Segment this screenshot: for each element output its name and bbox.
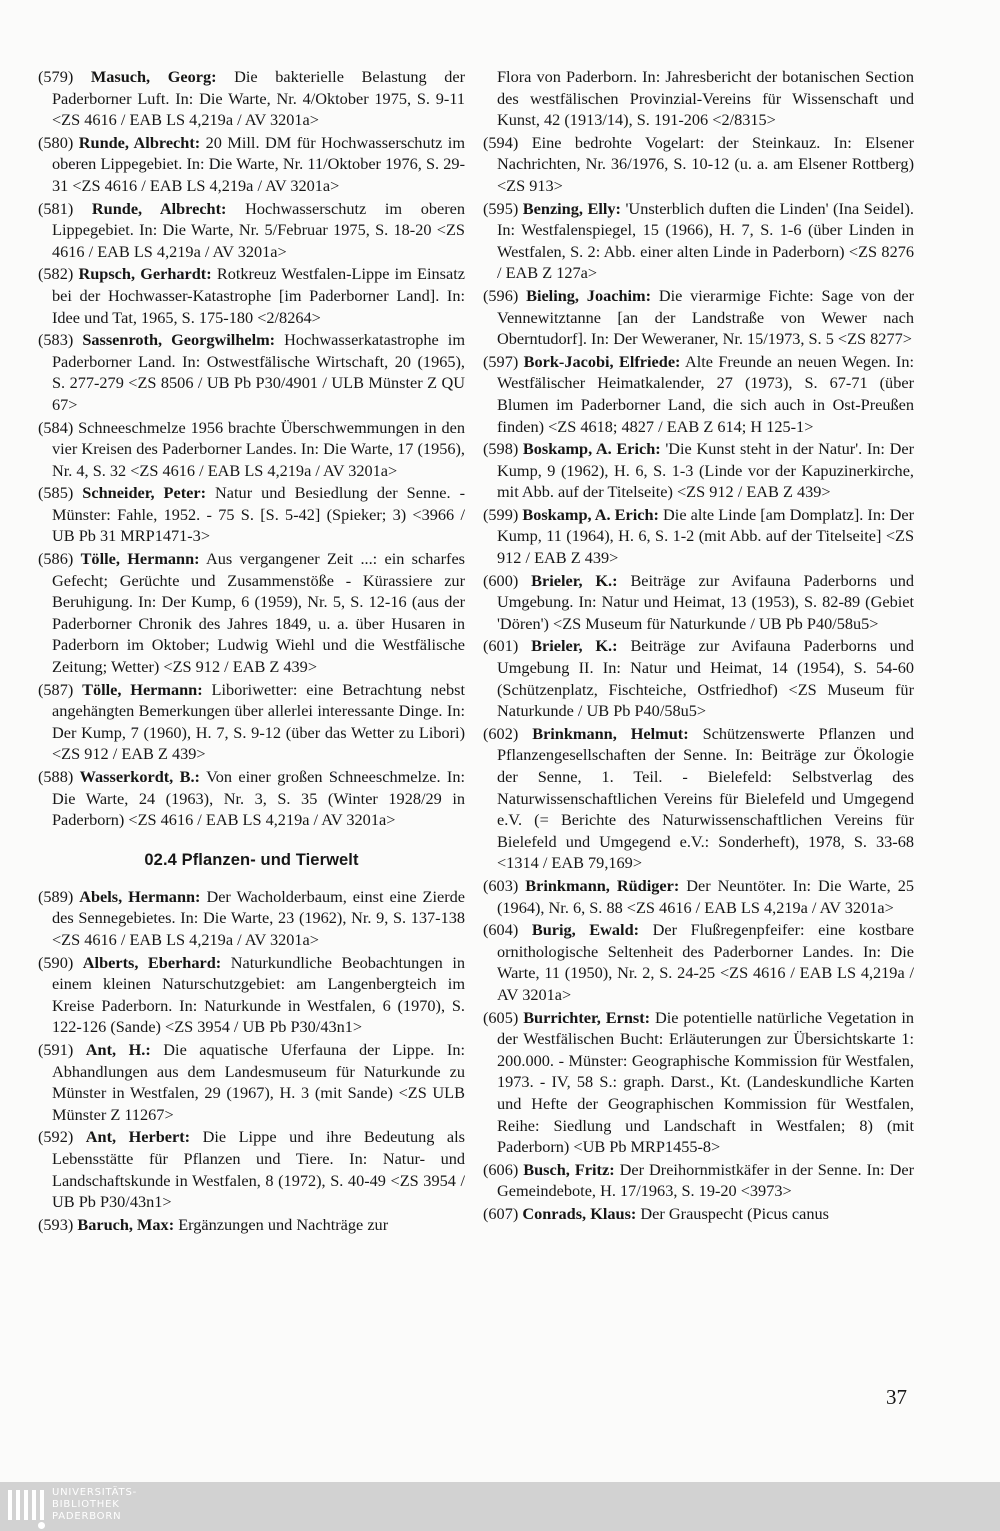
entry-text: Die vierarmige Fichte: Sage von der Vennewitztanne [an der Landstraße von Wewer nach Oberntudorf]. In: Der Weweraner, Nr. 15/1973, S. 5 <ZS 8277> <box>497 285 914 349</box>
entry-number: (579) <box>38 67 74 86</box>
left-entries <box>38 66 465 831</box>
entry-author: Ant, H.: <box>85 1039 151 1059</box>
library-footer <box>0 1482 1000 1531</box>
bibliography-entry <box>38 679 465 765</box>
entry-text: Die aquatische Uferfauna der Lippe. In: Abhandlungen aus dem Landesmuseum für Naturkunde zu Münster in Westfalen, 29 (1967), H. 3 (mit Sande) <ZS ULB Münster Z 11267> <box>52 1039 465 1124</box>
library-name: UNIVERSITÄTS- BIBLIOTHEK PADERBORN <box>52 1487 138 1522</box>
bibliography-entry <box>38 1214 465 1236</box>
entry-text: Alte Freunde an neuen Wegen. In: Westfälischer Heimatkalender, 27 (1973), S. 67-71 (über Blumen im Paderborner Land, die sich auch in Ost-Preußen finden) <ZS 4618; 4827 / EAB Z 614; H 125-1> <box>497 351 914 436</box>
bibliography-entry <box>483 198 914 284</box>
entry-number: (582) <box>38 264 74 284</box>
bibliography-entry <box>38 66 465 131</box>
entry-author: Tölle, Hermann: <box>80 549 200 569</box>
bibliography-entry <box>38 329 465 415</box>
entry-number: (586) <box>38 549 74 569</box>
entry-author: Busch, Fritz: <box>523 1159 615 1179</box>
entry-text: Liboriwetter: eine Betrachtung nebst angehängten Bemerkungen über allerlei interessante Dinge. In: Der Kump, 7 (1960), H. 7, S. 9-12 (über das Wetter zu Libori) <ZS 912 / EAB Z 439> <box>52 679 465 764</box>
bibliography-entry <box>483 1007 914 1158</box>
entry-number: (593) <box>38 1214 74 1234</box>
entry-number: (585) <box>38 483 74 503</box>
bibliography-entry <box>483 570 914 635</box>
entry-number: (596) <box>483 285 519 305</box>
bibliography-entry <box>483 635 914 721</box>
bibliography-entry <box>483 132 914 197</box>
entry-number: (606) <box>483 1159 519 1179</box>
entry-author: Wasserkordt, B.: <box>79 767 200 786</box>
entry-text: Der Flußregenpfeifer: eine kostbare ornithologische Seltenheit des Paderborner Landes. In: Die Warte, 11 (1950), Nr. 2, S. 24-25 <ZS 4616 / EAB LS 4,219a / AV 3201a> <box>497 920 914 1004</box>
entry-author: Conrads, Klaus: <box>522 1203 637 1223</box>
entry-text: Der Dreihornmistkäfer in der Senne. In: Der Gemeindebote, H. 17/1963, S. 19-20 <3973> <box>497 1159 915 1201</box>
bibliography-entry <box>483 1203 914 1225</box>
entry-text: Die bakterielle Belastung der Paderborner Luft. In: Die Warte, Nr. 4/Oktober 1975, S. 9-11 <ZS 4616 / EAB LS 4,219a / AV 3201a> <box>52 67 466 130</box>
entry-number: (583) <box>38 330 74 350</box>
entry-text: Rotkreuz Westfalen-Lippe im Einsatz bei der Hochwasser-Katastrophe [im Paderborner Land]. In: Idee und Tat, 1965, S. 175-180 <2/8264> <box>52 264 465 327</box>
entry-number: (592) <box>38 1127 74 1147</box>
entry-author: Sassenroth, Georgwilhelm: <box>82 330 276 350</box>
bibliography-entry <box>38 548 465 678</box>
entry-continuation: Flora von Paderborn. In: Jahresbericht der botanischen Section des westfälischen Provinzial-Vereins für Wissenschaft und Kunst, 42 (1913/14), S. 191-206 <2/8315> <box>497 67 914 130</box>
entry-author: Runde, Albrecht: <box>91 198 227 218</box>
entry-text: Die alte Linde [am Domplatz]. In: Der Kump, 11 (1964), H. 6, S. 1-2 (mit Abb. auf der Titelseite] <ZS 912 / EAB Z 439> <box>497 504 914 568</box>
entry-author: Brieler, K.: <box>531 636 618 656</box>
entry-text: Die potentielle natürliche Vegetation in der Westfälischen Bucht: Erläuterungen zur Übersichtskarte 1: 200.000. - Münster: Geographische Kommission für Westfalen, 1973. - IV, 58 S.: graph. Darst., Kt. (Landeskundliche Karten und Hefte der Geographischen Kommission für Westfalen, Reihe: Siedlung und Landschaft in Westfalen; 8) (mit Paderborn) <UB Pb MRP1455-8> <box>497 1007 914 1157</box>
left-column <box>38 66 465 1236</box>
bibliography-entry <box>483 1159 914 1202</box>
bibliography-entry <box>38 1126 465 1212</box>
entry-text: Aus vergangener Zeit ...: ein scharfes Gefecht; Gerüchte und Zusammenstöße - Kürassiere zur Beruhigung. In: Der Kump, 6 (1959), Nr. 5, S. 12-16 (aus der Paderborner Chronik des Jahres 1849, u. a. über Husaren in Paderborn im Oktober; Ludwig Wiehl und die Westfälische Zeitung; Wetter) <ZS 912 / EAB Z 439> <box>52 549 466 677</box>
entry-author: Burig, Ewald: <box>531 920 640 940</box>
entry-author: Alberts, Eberhard: <box>82 952 222 972</box>
entry-text: Schützenswerte Pflanzen und Pflanzengesellschaften der Senne. In: Beiträge zur Ökologie der Senne, 1. Teil. - Bielefeld: Selbstverlag des Naturwissenschaftlichen Vereins für Bielefeld und Umgegend e.V. (= Berichte des Naturwissenschaftlichen Vereins für Bielefeld und Umgegend e.V.: Sonderheft), 1978, S. 33-68 <1314 / EAB 79,169> <box>497 723 914 873</box>
section-heading: 02.4 Pflanzen- und Tierwelt <box>144 850 359 869</box>
entry-author: Rupsch, Gerhardt: <box>78 264 212 284</box>
bibliography-entry <box>38 198 465 263</box>
entry-text: Hochwasserkatastrophe im Paderborner Land. In: Ostwestfälische Wirtschaft, 20 (1965), S. 277-279 <ZS 8506 / UB Pb P30/4901 / ULB Münster Z QU 67> <box>52 330 465 414</box>
entry-author: Brinkmann, Rüdiger: <box>525 875 680 895</box>
bibliography-entry <box>483 438 914 503</box>
entry-number: (595) <box>483 198 519 218</box>
bibliography-entry <box>483 504 914 569</box>
entry-text: Der Wacholderbaum, einst eine Zierde des Sennegebietes. In: Die Warte, 23 (1962), Nr. 9, S. 137-138 <ZS 4616 / EAB LS 4,219a / AV 3201a> <box>52 886 466 949</box>
entry-text: Schneeschmelze 1956 brachte Überschwemmungen in den vier Kreisen des Paderborner Landes. In: Die Warte, 17 (1956), Nr. 4, S. 32 <ZS 4616 / EAB LS 4,219a / AV 3201a> <box>52 417 465 480</box>
entry-author: Benzing, Elly: <box>522 198 621 218</box>
bibliography-entry <box>483 285 914 350</box>
bibliography-entry <box>38 482 465 547</box>
bibliography-entry <box>38 886 465 951</box>
entry-number: (605) <box>483 1007 519 1027</box>
entry-number: (598) <box>483 439 519 459</box>
entry-number: (607) <box>483 1203 519 1223</box>
bibliography-entry <box>38 1039 465 1125</box>
entry-text: Von einer großen Schneeschmelze. In: Die Warte, 24 (1963), Nr. 3, S. 35 (Winter 1928/29 in Paderborn) <ZS 4616 / EAB LS 4,219a / AV 3201a> <box>52 767 465 830</box>
entry-author: Bieling, Joachim: <box>526 285 652 305</box>
right-column <box>483 66 914 1225</box>
entry-number: (584) <box>38 417 74 437</box>
entry-author: Boskamp, A. Erich: <box>522 439 661 459</box>
entry-number: (588) <box>38 767 74 786</box>
entry-number: (590) <box>38 952 74 972</box>
entry-text: Beiträge zur Avifauna Paderborns und Umgebung. In: Natur und Heimat, 13 (1953), S. 82-89 (Gebiet 'Dören') <ZS Museum für Naturkunde / UB Pb P40/58u5> <box>497 570 914 633</box>
entry-author: Abels, Hermann: <box>79 886 201 906</box>
bibliography-entry <box>38 952 465 1038</box>
entry-text: Natur und Besiedlung der Senne. - Münster: Fahle, 1952. - 75 S. [S. 5-42] (Spieker; 3) <3966 / UB Pb 31 MRP1471-3> <box>52 483 465 546</box>
bibliography-entry <box>38 766 465 831</box>
entry-author: Baruch, Max: <box>77 1214 175 1234</box>
entry-text: Beiträge zur Avifauna Paderborns und Umgebung II. In: Natur und Heimat, 14 (1954), S. 54-60 (Schützenplatz, Fischteiche, Ostfriedhof) <ZS Museum für Naturkunde / UB Pb P40/58u5> <box>497 636 914 721</box>
entry-author: Bork-Jacobi, Elfriede: <box>523 351 681 371</box>
bibliography-entry <box>38 417 465 482</box>
page-number: 37 <box>886 1385 907 1409</box>
entry-number: (601) <box>483 636 519 656</box>
right-entries <box>483 132 914 1225</box>
bibliography-entry <box>483 875 914 918</box>
bibliography-entry <box>483 919 914 1005</box>
library-logo-icon <box>8 1490 48 1526</box>
entry-author: Runde, Albrecht: <box>78 132 201 152</box>
entry-text: 'Unsterblich duften die Linden' (Ina Seidel). In: Westfalenspiegel, 15 (1966), H. 7, S. 1-6 (über Linden in Westfalen, S. 2: Abb. einer alten Linde in Paderborn) <ZS 8276 / EAB Z 127a> <box>497 198 914 283</box>
entry-number: (581) <box>38 198 74 218</box>
entry-author: Brieler, K.: <box>531 570 618 590</box>
entry-text: 'Die Kunst steht in der Natur'. In: Der Kump, 9 (1962), H. 6, S. 1-3 (Linde vor der Kapuzinerkirche, mit Abb. auf der Titelseite) <ZS 912 / EAB Z 439> <box>497 439 914 502</box>
entry-number: (604) <box>483 920 519 940</box>
bibliography-entry <box>38 132 465 197</box>
entry-text: Ergänzungen und Nachträge zur <box>178 1214 389 1234</box>
entry-text: Der Grauspecht (Picus canus <box>640 1203 829 1223</box>
entry-number: (587) <box>38 679 74 699</box>
entry-number: (600) <box>483 570 519 590</box>
entry-text: Die Lippe und ihre Bedeutung als Lebensstätte für Pflanzen und Tiere. In: Natur- und Landschaftskunde in Westfalen, 8 (1972), S. 40-49 <ZS 3954 / UB Pb P30/43n1> <box>52 1127 465 1212</box>
entry-number: (594) <box>483 132 519 152</box>
entry-text: Der Neuntöter. In: Die Warte, 25 (1964), Nr. 6, S. 88 <ZS 4616 / EAB LS 4,219a / AV 3201a> <box>497 875 914 917</box>
entry-author: Tölle, Hermann: <box>82 679 203 699</box>
left-entries-after <box>38 886 465 1236</box>
entry-number: (591) <box>38 1039 74 1059</box>
entry-author: Schneider, Peter: <box>82 483 207 503</box>
entry-author: Burrichter, Ernst: <box>523 1007 651 1027</box>
bibliography-entry <box>483 723 914 874</box>
entry-number: (597) <box>483 351 519 371</box>
entry-author: Masuch, Georg: <box>90 67 217 86</box>
entry-author: Boskamp, A. Erich: <box>522 504 659 524</box>
entry-number: (602) <box>483 723 519 743</box>
entry-author: Ant, Herbert: <box>85 1127 191 1147</box>
entry-text: Hochwasserschutz im oberen Lippegebiet. In: Die Warte, Nr. 5/Februar 1975, S. 18-20 <ZS 4616 / EAB LS 4,219a / AV 3201a> <box>52 198 465 261</box>
entry-number: (599) <box>483 504 519 524</box>
bibliography-entry <box>38 263 465 328</box>
entry-text: 20 Mill. DM für Hochwasserschutz im oberen Lippegebiet. In: Die Warte, Nr. 11/Oktober 1976, S. 29-31 <ZS 4616 / EAB LS 4,219a / AV 3201a> <box>52 132 465 195</box>
entry-number: (580) <box>38 132 74 152</box>
entry-number: (603) <box>483 875 519 895</box>
entry-number: (589) <box>38 886 74 906</box>
bibliography-entry <box>483 351 914 437</box>
entry-text: Naturkundliche Beobachtungen in einem kleinen Naturschutzgebiet: am Langenbergteich im Kreise Paderborn. In: Naturkunde in Westfalen, 6 (1970), S. 122-126 (Sande) <ZS 3954 / UB Pb P30/43n1> <box>52 952 465 1037</box>
entry-author: Brinkmann, Helmut: <box>532 723 689 743</box>
entry-text: Eine bedrohte Vogelart: der Steinkauz. In: Elsener Nachrichten, Nr. 36/1976, S. 10-12 (u. a. am Elsener Rottberg) <ZS 913> <box>497 132 914 195</box>
